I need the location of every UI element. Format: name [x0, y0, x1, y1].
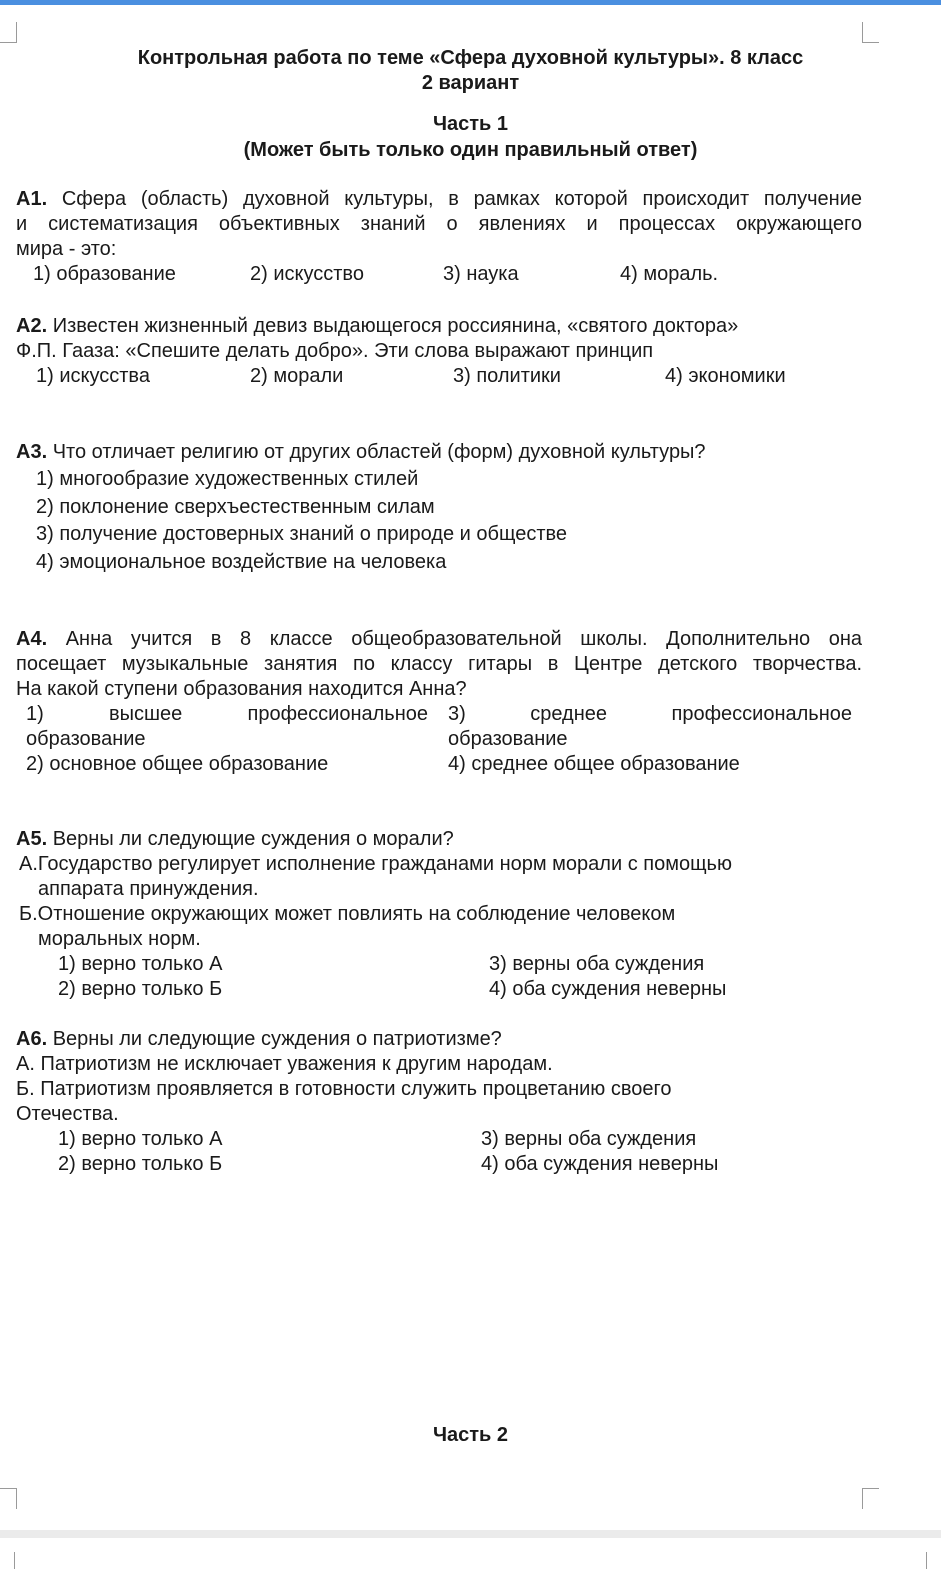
answer-option: 1) верно только А: [58, 953, 223, 975]
answer-option: 2) искусство: [250, 263, 364, 285]
question-label: А6.: [16, 1028, 48, 1050]
question-text: Верны ли следующие суждения о патриотизме?: [52, 1028, 502, 1050]
question-text: Анна учится в 8 классе общеобразовательной школы. Дополнительно она: [65, 628, 862, 650]
question-a3: [16, 440, 706, 465]
answer-option: 3) политики: [453, 365, 561, 387]
answer-option: образование: [448, 728, 568, 750]
question-text: Что отличает религию от других областей (форм) духовной культуры?: [52, 441, 706, 463]
question-label: А3.: [16, 441, 48, 463]
page-corner-mark: [926, 1552, 927, 1569]
question-a1: [16, 187, 862, 212]
part2-title: Часть 2: [432, 1424, 509, 1446]
question-label: А4.: [16, 628, 48, 650]
page-corner-mark: [862, 1488, 879, 1509]
question-label: А5.: [16, 828, 48, 850]
answer-option: 3) получение достоверных знаний о природе и обществе: [36, 523, 568, 545]
question-a6: [16, 1027, 502, 1052]
document-title: Контрольная работа по теме «Сфера духовной культуры». 8 класс: [137, 47, 804, 69]
question-text: и систематизация объективных знаний о явлениях и процессах окружающего: [16, 213, 862, 235]
question-text: Верны ли следующие суждения о морали?: [52, 828, 454, 850]
answer-option: 4) оба суждения неверны: [489, 978, 727, 1000]
answer-option: 3) верны оба суждения: [489, 953, 705, 975]
answer-option: 1) многообразие художественных стилей: [36, 468, 419, 490]
answer-option: 2) поклонение сверхъестественным силам: [36, 496, 435, 518]
question-a2: [16, 314, 738, 339]
statement-b: моральных норм.: [38, 928, 201, 950]
answer-option: 3) наука: [443, 263, 519, 285]
top-accent-bar: [0, 0, 941, 5]
page-break: [0, 1530, 941, 1538]
statement-a: А. Патриотизм не исключает уважения к другим народам.: [16, 1053, 553, 1075]
answer-option: 4) оба суждения неверны: [481, 1153, 719, 1175]
answer-option: 3) среднее профессиональное: [448, 703, 852, 725]
question-a5: [16, 827, 454, 852]
variant-label: 2 вариант: [421, 72, 520, 94]
question-label: А1.: [16, 188, 48, 210]
answer-option: 4) эмоциональное воздействие на человека: [36, 551, 447, 573]
question-text: Ф.П. Гааза: «Спешите делать добро». Эти слова выражают принцип: [16, 340, 654, 362]
question-a4: [16, 627, 862, 652]
part1-subtitle: (Может быть только один правильный ответ): [243, 139, 698, 161]
answer-option: 2) верно только Б: [58, 1153, 223, 1175]
question-text: мира - это:: [16, 238, 117, 260]
question-text: Сфера (область) духовной культуры, в рамках которой происходит получение: [61, 188, 862, 210]
statement-a: А.Государство регулирует исполнение гражданами норм морали с помощью: [19, 853, 732, 875]
answer-option: 2) основное общее образование: [26, 753, 329, 775]
answer-option: 1) верно только А: [58, 1128, 223, 1150]
part1-title: Часть 1: [432, 113, 509, 135]
statement-b: Б. Патриотизм проявляется в готовности служить процветанию своего: [16, 1078, 672, 1100]
page-corner-mark: [0, 1488, 17, 1509]
answer-option: 1) искусства: [36, 365, 150, 387]
answer-option: 4) экономики: [665, 365, 786, 387]
page-corner-mark: [14, 1552, 15, 1569]
answer-option: 1) образование: [33, 263, 176, 285]
answer-option: 4) мораль.: [620, 263, 719, 285]
answer-option: 1) высшее профессиональное: [26, 703, 428, 725]
statement-b: Отечества.: [16, 1103, 119, 1125]
question-text: На какой ступени образования находится Анна?: [16, 678, 467, 700]
answer-option: 2) верно только Б: [58, 978, 223, 1000]
page-corner-mark: [0, 22, 17, 43]
statement-a: аппарата принуждения.: [38, 878, 259, 900]
page-corner-mark: [862, 22, 879, 43]
answer-option: 2) морали: [250, 365, 344, 387]
answer-option: 4) среднее общее образование: [448, 753, 740, 775]
answer-option: 3) верны оба суждения: [481, 1128, 697, 1150]
question-text: Известен жизненный девиз выдающегося россиянина, «святого доктора»: [52, 315, 739, 337]
statement-b: Б.Отношение окружающих может повлиять на соблюдение человеком: [19, 903, 676, 925]
question-label: А2.: [16, 315, 48, 337]
answer-option: образование: [26, 728, 146, 750]
question-text: посещает музыкальные занятия по классу гитары в Центре детского творчества.: [16, 653, 862, 675]
